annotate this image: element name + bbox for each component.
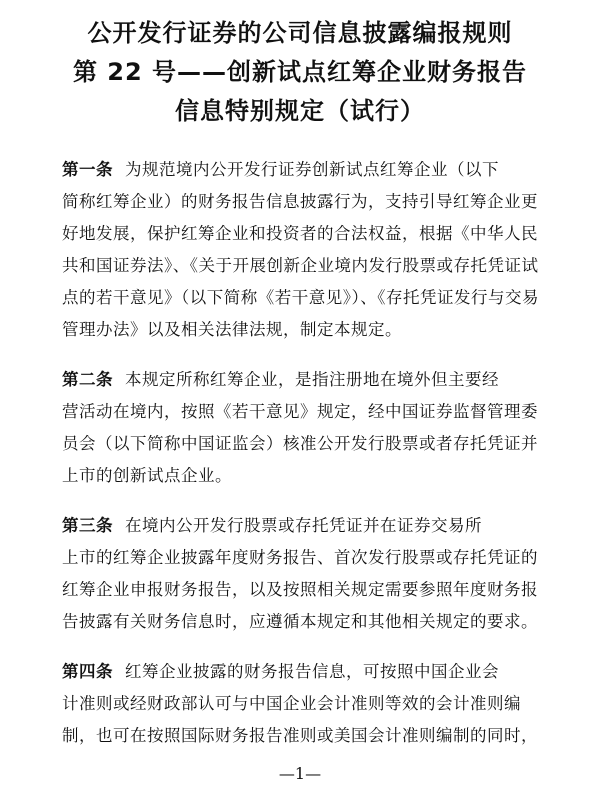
article-4-line-3: 制，也可在按照国际财务报告准则或美国会计准则编制的同时， [62,726,538,745]
article-4-text-1: 红筹企业披露的财务报告信息，可按照中国企业会 [125,662,499,681]
article-1-line-6: 管理办法》以及相关法律法规，制定本规定。 [62,320,402,339]
page-number: —1— [278,764,322,783]
article-3-line-2: 上市的红筹企业披露年度财务报告、首次发行股票或存托凭证的 [62,548,538,567]
article-2-line-3: 员会（以下简称中国证监会）核准公开发行股票或者存托凭证并 [62,434,538,453]
article-4-line-2: 计准则或经财政部认可与中国企业会计准则等效的会计准则编 [62,694,521,713]
article-3-line-3: 红筹企业申报财务报告，以及按照相关规定需要参照年度财务报 [62,580,538,599]
article-2-label: 第二条 [62,370,113,389]
article-1-line-3: 好地发展，保护红筹企业和投资者的合法权益，根据《中华人民 [62,224,538,243]
article-1-text-1: 为规范境内公开发行证券创新试点红筹企业（以下 [125,160,499,179]
article-2-line-1 [62,368,552,392]
article-2-text-1: 本规定所称红筹企业，是指注册地在境外但主要经 [125,370,499,389]
article-3-label: 第三条 [62,516,113,535]
document-title-line-2: 第 22 号——创新试点红筹企业财务报告 [72,58,528,86]
article-2-line-2: 营活动在境内，按照《若干意见》规定，经中国证券监督管理委 [62,402,538,421]
article-1-label: 第一条 [62,160,113,179]
article-1-line-1 [62,158,552,182]
document-title-line-1: 公开发行证券的公司信息披露编报规则 [87,19,513,47]
article-1-line-5: 点的若干意见》（以下简称《若干意见》）、《存托凭证发行与交易 [62,288,539,307]
article-1-line-2: 简称红筹企业）的财务报告信息披露行为，支持引导红筹企业更 [62,192,538,211]
article-3-line-1 [62,514,552,538]
document-title-line-3: 信息特别规定（试行） [175,97,425,125]
article-2-line-4: 上市的创新试点企业。 [62,466,232,485]
article-3-line-4: 告披露有关财务信息时，应遵循本规定和其他相关规定的要求。 [62,612,538,631]
article-4-label: 第四条 [62,662,113,681]
article-3-text-1: 在境内公开发行股票或存托凭证并在证券交易所 [125,516,482,535]
article-4-line-1 [62,660,552,684]
article-1-line-4: 共和国证券法》、《关于开展创新企业境内发行股票或存托凭证试 [62,256,539,275]
